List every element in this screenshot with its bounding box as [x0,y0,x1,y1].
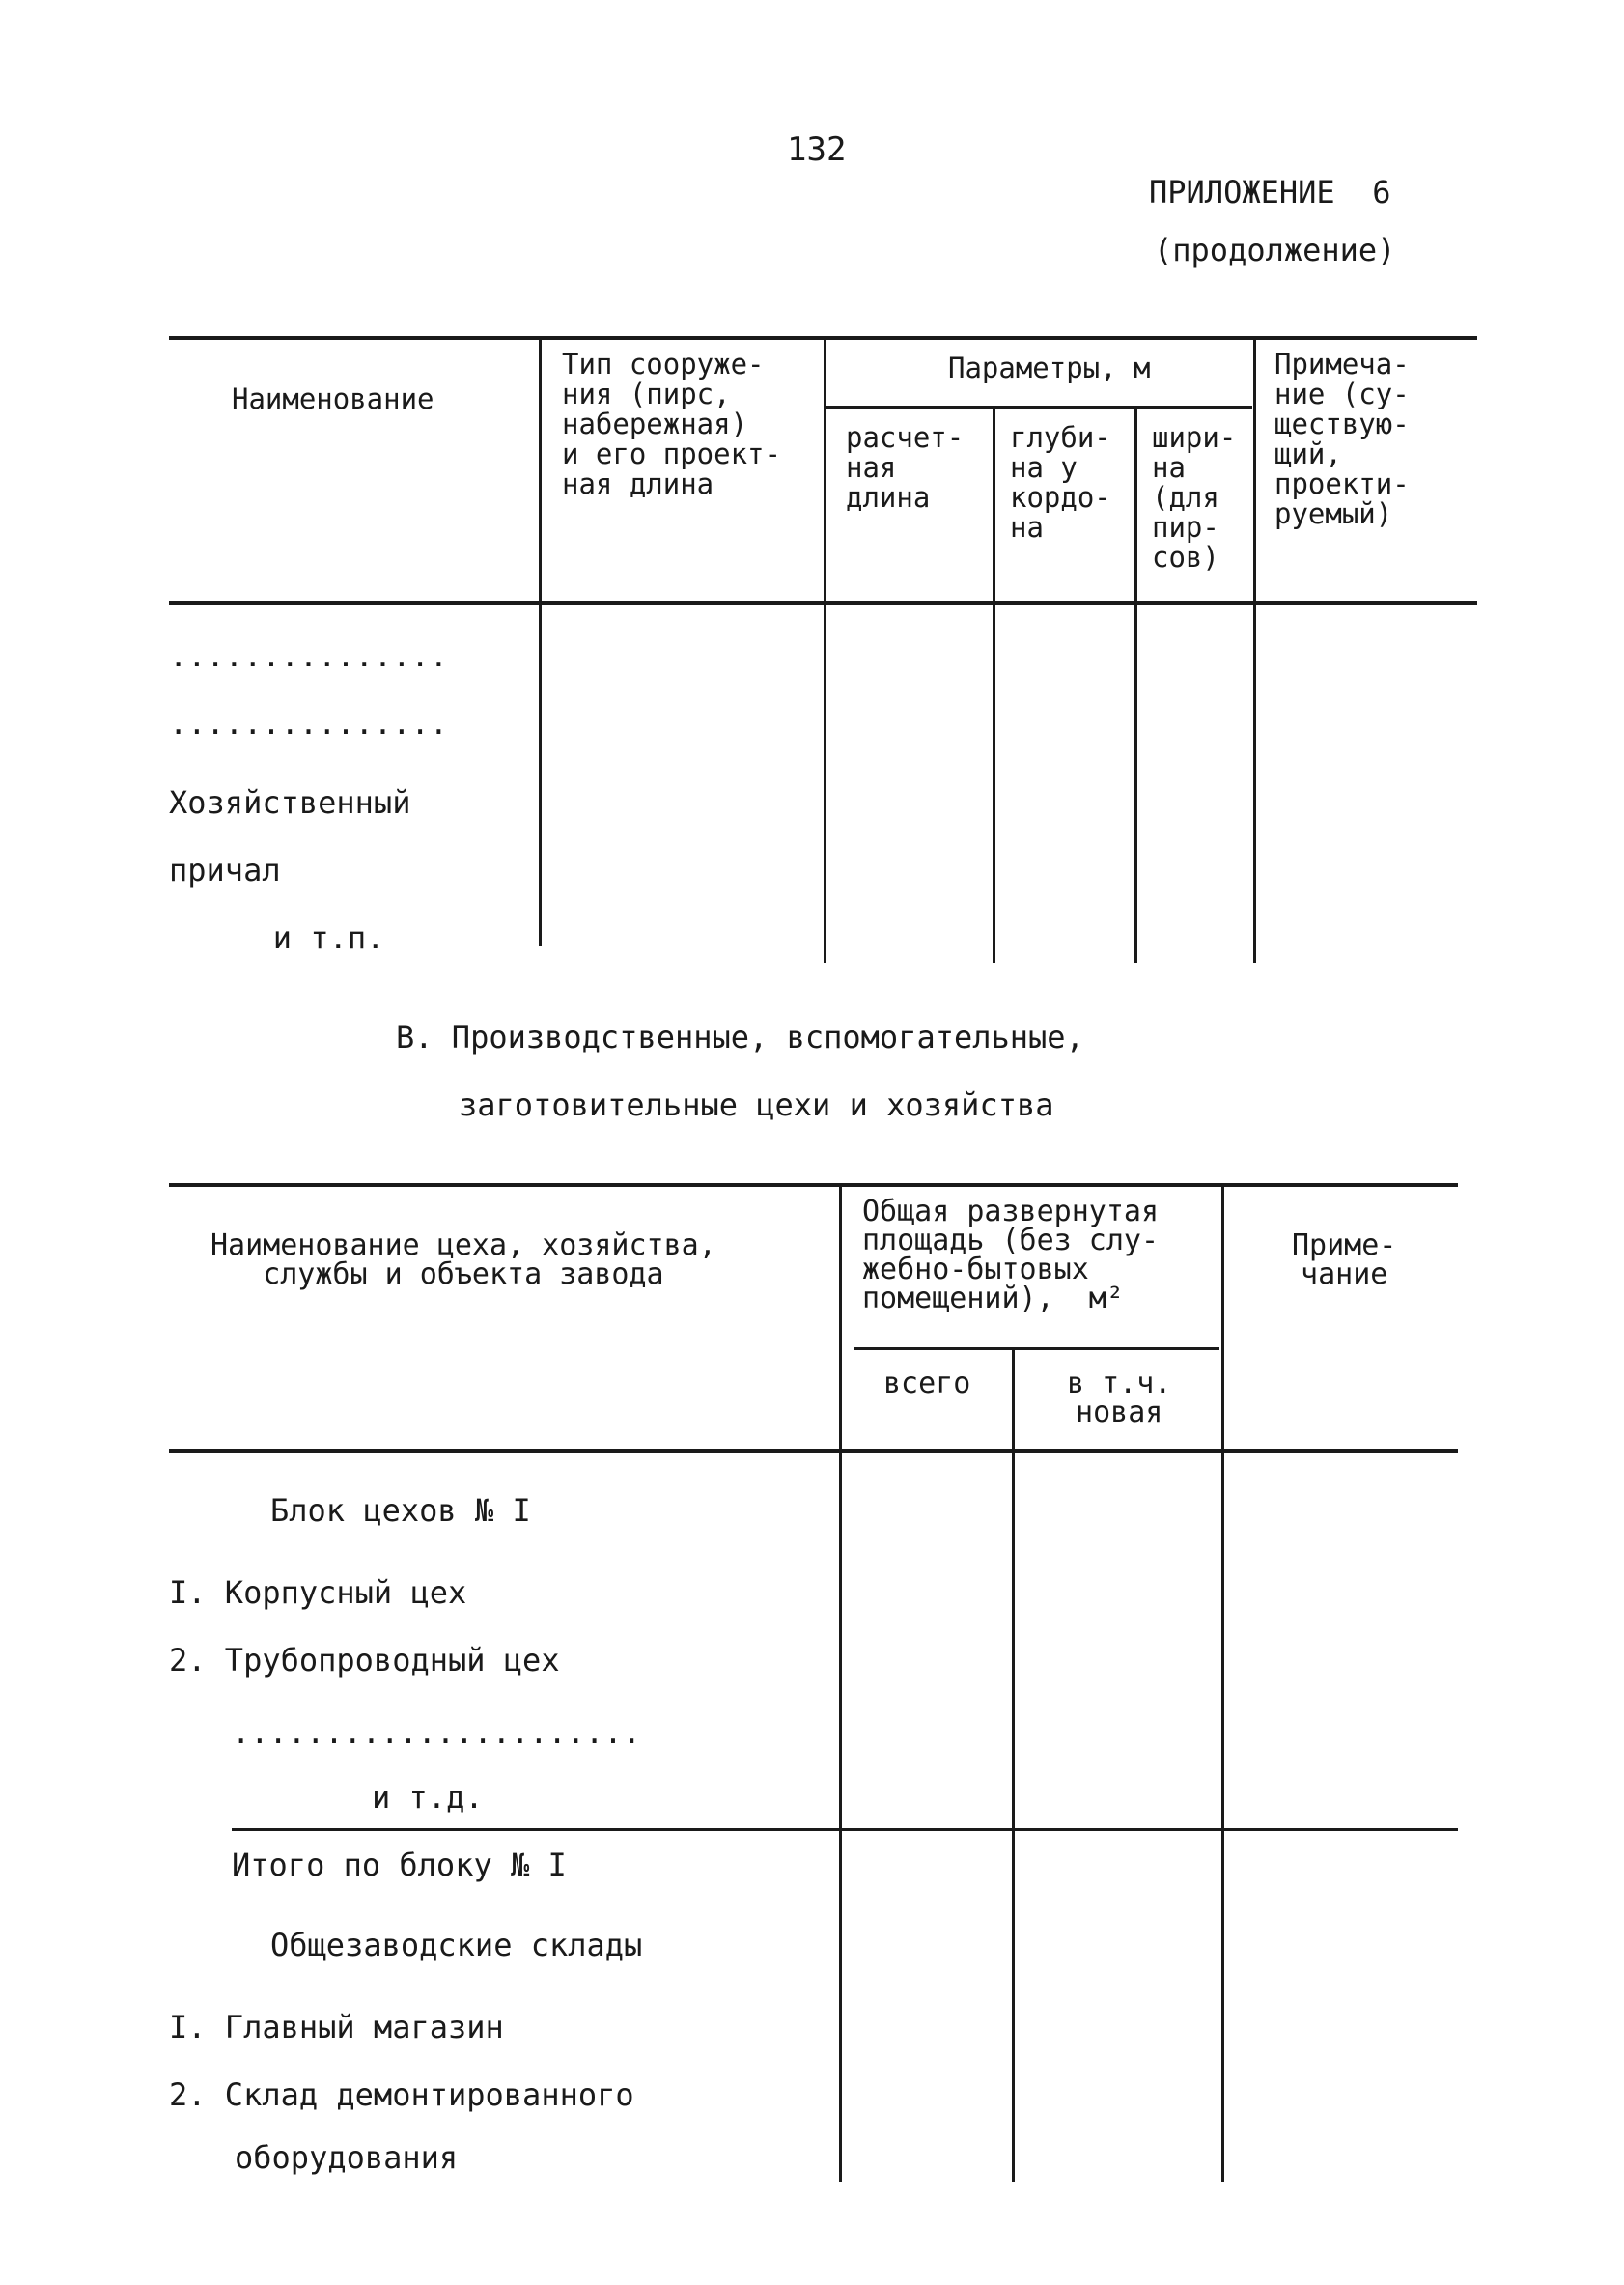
table-1-col-divider [1253,340,1256,963]
col-header-depth: глуби- на у кордо- на [1010,421,1111,544]
col-header-calc-length: расчет- ная длина [846,421,965,514]
table-2-row: оборудования [235,2139,459,2176]
table-2-col-divider [1012,1349,1015,2182]
table-1-row: причал [169,852,281,889]
table-2-row: Блок цехов № I [270,1492,531,1529]
table-2-header-rule [169,1449,1458,1453]
section-b-heading-line-1: В. Производственные, вспомогательные, [396,1019,1084,1056]
appendix-subtitle: (продолжение) [1154,232,1396,268]
table-1-row: ............... [169,637,448,674]
table-2-row: Общезаводские склады [270,1927,643,1963]
table-2-row: ...................... [232,1714,641,1751]
table-2-col-divider [839,1187,842,2182]
col-header-area: Общая развернутая площадь (без слу- жебно-бытовых помещений), м² [862,1195,1160,1315]
table-1-row: ............... [169,705,448,742]
table-1-col-divider [993,408,995,963]
table-2-row: I. Корпусный цех [169,1574,467,1611]
page-number: 132 [787,130,847,169]
col-header-params: Параметры, м [948,352,1151,384]
section-b-heading-line-2: заготовительные цехи и хозяйства [459,1086,1054,1123]
col-header-width: шири- на (для пир- сов) [1152,421,1237,574]
appendix-title: ПРИЛОЖЕНИЕ 6 [1149,174,1391,211]
table-2-row: Итого по блоку № I [232,1847,567,1883]
table-2-area-rule [854,1347,1219,1350]
table-2-row: 2. Склад демонтированного [169,2076,634,2113]
table-1-row: Хозяйственный [169,784,411,821]
col-header-total: всего [883,1367,971,1400]
col-header-name: Наименование [232,382,434,415]
table-1-params-rule [826,406,1252,409]
table-2-row: и т.д. [372,1779,484,1816]
col-header-shop-name: Наименование цеха, хозяйства, службы и объекта завода [210,1228,716,1291]
table-2-top-rule [169,1183,1458,1187]
table-1-col-divider [1134,408,1137,963]
table-2-col-divider [1221,1187,1224,2182]
table-2-row: 2. Трубопроводный цех [169,1642,560,1678]
table-1-col-divider [539,340,542,946]
table-2-row: I. Главный магазин [169,2009,504,2045]
col-header-note: Приме- чание [1292,1228,1397,1291]
table-1-row: и т.п. [217,919,385,956]
col-header-note: Примеча- ние (су- ществую- щий, проекти- руемый) [1274,348,1410,530]
table-2-subtotal-rule [232,1828,1458,1831]
col-header-new: в т.ч. новая [1067,1367,1172,1429]
col-header-type: Тип сооруже- ния (пирс, набережная) и его проект- ная длина [562,348,781,500]
table-1-col-divider [824,340,826,963]
